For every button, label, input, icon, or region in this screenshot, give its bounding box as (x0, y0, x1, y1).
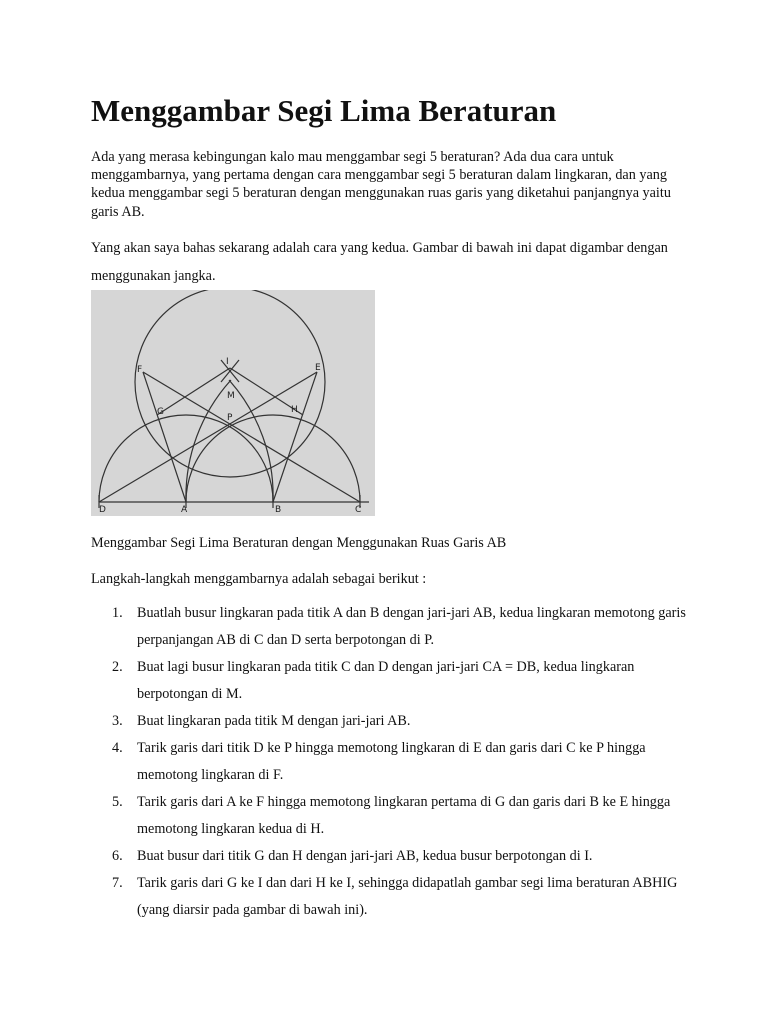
list-item (91, 789, 691, 843)
second-paragraph: Yang akan saya bahas sekarang adalah cara yang kedua. Gambar di bawah ini dapat digambar dengan menggunakan jangka. (91, 240, 668, 284)
steps-intro: Langkah-langkah menggambarnya adalah sebagai berikut : (91, 571, 427, 587)
label-d: D (99, 505, 106, 515)
construction-figure (91, 290, 375, 516)
list-item (91, 708, 691, 735)
label-e: E (315, 363, 321, 373)
step-number: 3. (112, 713, 123, 729)
step-number: 1. (112, 605, 123, 621)
list-item (91, 654, 691, 708)
label-g: G (157, 407, 164, 417)
steps-list (91, 600, 691, 924)
step-text: Tarik garis dari G ke I dan dari H ke I, sehingga didapatlah gambar segi lima beraturan ABHIG (yang diarsir pada gambar di bawah ini). (137, 875, 678, 918)
step-number: 7. (112, 875, 123, 891)
label-p: P (227, 413, 233, 423)
step-number: 4. (112, 740, 123, 756)
label-a: A (181, 505, 188, 515)
step-text: Tarik garis dari titik D ke P hingga memotong lingkaran di E dan garis dari C ke P hingga memotong lingkaran di F. (137, 740, 646, 783)
label-i: I (226, 357, 229, 367)
label-f: F (137, 365, 143, 375)
step-number: 2. (112, 659, 123, 675)
construction-diagram (91, 290, 375, 516)
figure-caption: Menggambar Segi Lima Beraturan dengan Menggunakan Ruas Garis AB (91, 535, 507, 551)
page-title: Menggambar Segi Lima Beraturan (91, 93, 557, 128)
list-item (91, 843, 691, 870)
step-text: Buat lingkaran pada titik M dengan jari-jari AB. (137, 713, 411, 729)
label-m: M (227, 391, 235, 401)
label-c: C (355, 505, 362, 515)
step-number: 5. (112, 794, 123, 810)
label-h: H (291, 405, 298, 415)
list-item (91, 600, 691, 654)
list-item (91, 735, 691, 789)
step-text: Tarik garis dari A ke F hingga memotong lingkaran pertama di G dan garis dari B ke E hingga memotong lingkaran kedua di H. (137, 794, 671, 837)
list-item (91, 870, 691, 924)
step-text: Buat busur dari titik G dan H dengan jari-jari AB, kedua busur berpotongan di I. (137, 848, 593, 864)
step-text: Buatlah busur lingkaran pada titik A dan B dengan jari-jari AB, kedua lingkaran memotong garis perpanjangan AB di C dan D serta berpotongan di P. (137, 605, 686, 648)
intro-paragraph: Ada yang merasa kebingungan kalo mau menggambar segi 5 beraturan? Ada dua cara untuk menggambarnya, yang pertama dengan cara menggambar segi 5 beraturan dalam lingkaran, dan yang kedua menggambar segi 5 beraturan dengan menggunakan ruas garis yang diketahui panjangnya yaitu garis AB. (91, 149, 671, 220)
step-number: 6. (112, 848, 123, 864)
step-text: Buat lagi busur lingkaran pada titik C dan D dengan jari-jari CA = DB, kedua lingkaran berpotongan di M. (137, 659, 635, 702)
label-b: B (275, 505, 282, 515)
